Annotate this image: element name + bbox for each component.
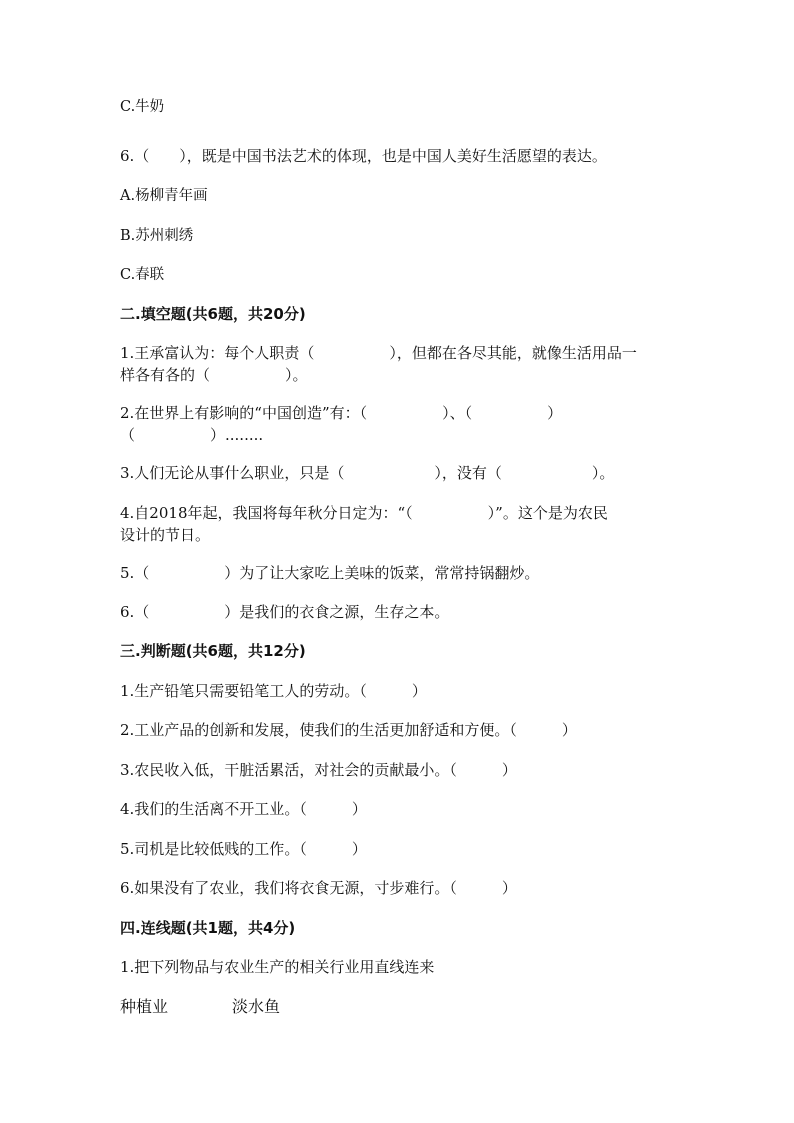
fill-q6: 6.（ ）是我们的衣食之源，生存之本。 bbox=[120, 603, 450, 621]
prev-option-c: C.牛奶 bbox=[120, 99, 165, 115]
section-2-heading: 二.填空题(共6题，共20分) bbox=[120, 305, 306, 323]
fill-q2-line1: 2.在世界上有影响的“中国创造”有：（ ）、（ ） bbox=[120, 404, 563, 422]
section-3-heading: 三.判断题(共6题，共12分) bbox=[120, 642, 306, 660]
question-6-option-b: B.苏州刺绣 bbox=[120, 228, 194, 244]
match-right-item: 淡水鱼 bbox=[232, 997, 281, 1016]
question-6-text: 6.（ ），既是中国书法艺术的体现，也是中国人美好生活愿望的表达。 bbox=[120, 147, 607, 165]
fill-q2-line2: （ ）........ bbox=[120, 426, 264, 444]
judge-item-1: 1.生产铅笔只需要铅笔工人的劳动。（ ） bbox=[120, 682, 427, 700]
match-q1: 1.把下列物品与农业生产的相关行业用直线连来 bbox=[120, 958, 435, 976]
fill-q3: 3.人们无论从事什么职业，只是（ ），没有（ ）。 bbox=[120, 464, 615, 482]
fill-q4-line1: 4.自2018年起，我国将每年秋分日定为：“（ ）”。这个是为农民 bbox=[120, 504, 608, 522]
fill-q1-line2: 样各有各的（ ）。 bbox=[120, 366, 308, 384]
judge-item-5: 5.司机是比较低贱的工作。（ ） bbox=[120, 840, 367, 858]
match-left-item: 种植业 bbox=[120, 997, 169, 1016]
judge-item-3: 3.农民收入低，干脏活累活，对社会的贡献最小。（ ） bbox=[120, 761, 517, 779]
fill-q4-line2: 设计的节日。 bbox=[120, 526, 211, 544]
judge-item-6: 6.如果没有了农业，我们将衣食无源，寸步难行。（ ） bbox=[120, 879, 517, 897]
section-4-heading: 四.连线题(共1题，共4分) bbox=[120, 919, 296, 937]
judge-item-4: 4.我们的生活离不开工业。（ ） bbox=[120, 800, 367, 818]
question-6-option-a: A.杨柳青年画 bbox=[120, 188, 208, 204]
fill-q5: 5.（ ）为了让大家吃上美味的饭菜，常常持锅翻炒。 bbox=[120, 564, 540, 582]
question-6-option-c: C.春联 bbox=[120, 267, 165, 283]
judge-item-2: 2.工业产品的创新和发展，使我们的生活更加舒适和方便。（ ） bbox=[120, 721, 577, 739]
fill-q1-line1: 1.王承富认为：每个人职责（ ），但都在各尽其能，就像生活用品一 bbox=[120, 344, 637, 362]
